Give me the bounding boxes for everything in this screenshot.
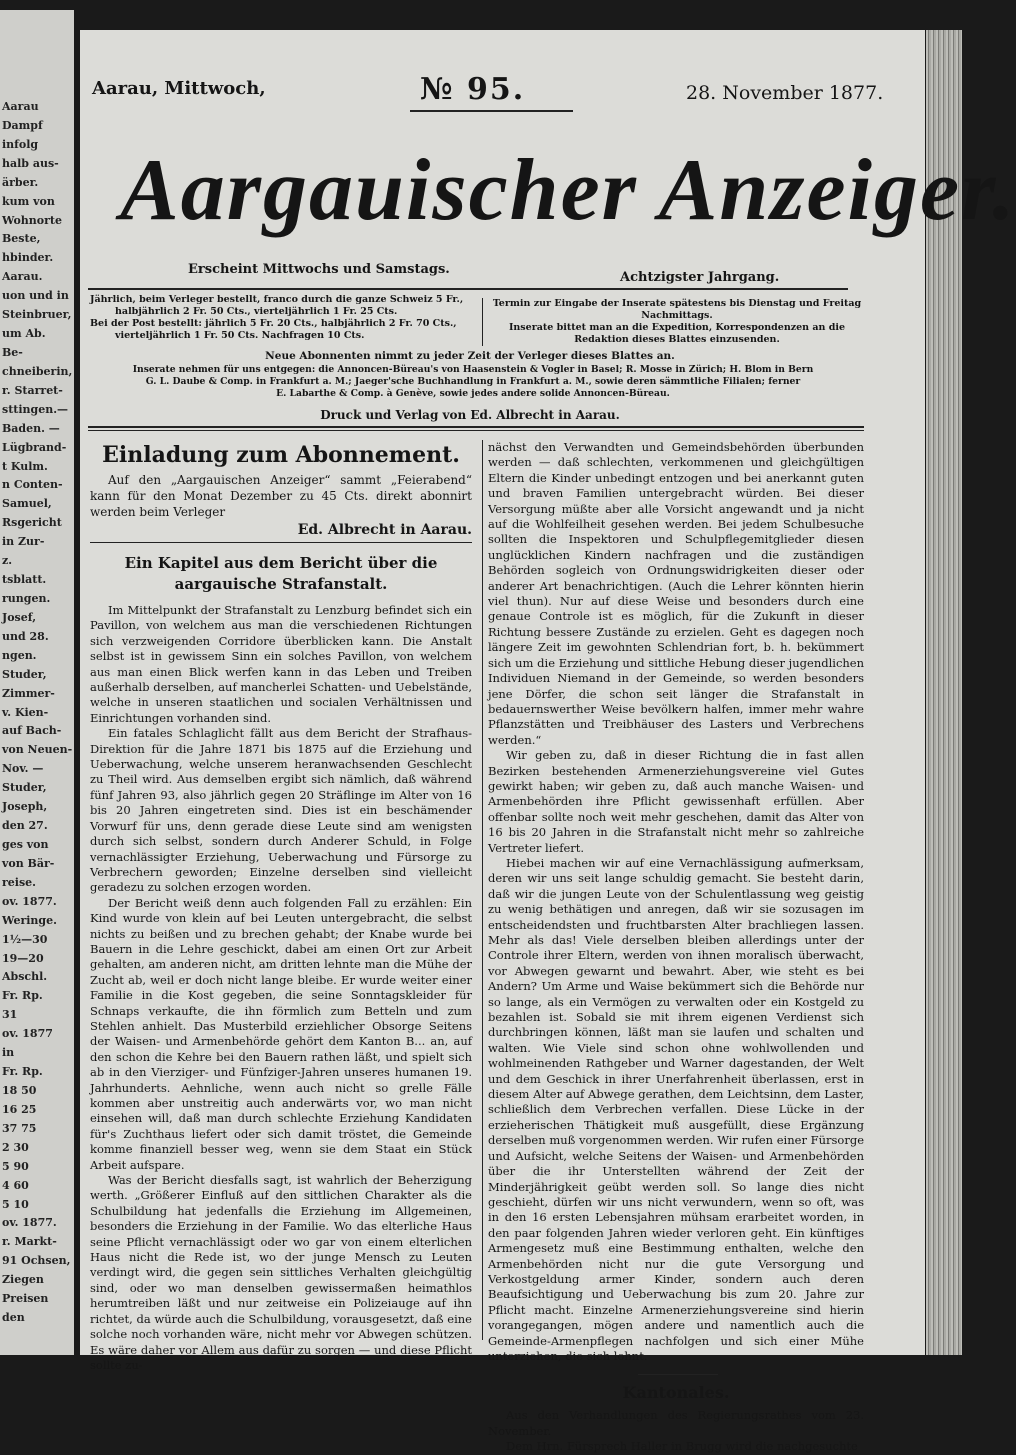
strip-fragment: in [2,1046,15,1059]
strip-fragment: Aarau [2,100,39,113]
strip-fragment: 5 90 [2,1160,29,1173]
strip-fragment: rungen. [2,592,51,605]
strip-fragment: 5 10 [2,1198,29,1211]
right-column [488,440,864,1455]
strip-fragment: 2 30 [2,1141,29,1154]
issue-number: № 95. [420,72,526,107]
strip-fragment: 19—20 [2,952,44,965]
strip-fragment: n Conten- [2,478,63,491]
strip-fragment: Studer, [2,781,47,794]
article-paragraph: Wir geben zu, daß in dieser Richtung die in fast allen Bezirken bestehenden Armenerziehungsvereine viel Gutes gewirkt haben; wir geben zu, daß auch manche Waisen- und Armenbehörden ihre Pflicht gewissenhaft erfüllen. Aber offenbar sollte noch weit mehr geschehen, damit das Alter von 16 bis 20 Jahren in die Strafanstalt nicht mehr so zahlreiche Vertreter liefert. [488,748,864,855]
strip-fragment: in Zur- [2,535,45,548]
terms-right-line: Inserate bittet man an die Expedition, Korrespondenzen an die [508,322,846,333]
section-rule [638,1374,718,1375]
strip-fragment: r. Markt- [2,1235,57,1248]
strip-fragment: reise. [2,876,36,889]
article-paragraph: Der Bericht weiß denn auch folgenden Fall zu erzählen: Ein Kind wurde von klein auf bei Leuten untergebracht, die selbst nichts zu beißen und zu brechen gehabt; der Knabe wurde bei Bauern in die Lehre geschickt, dabei am einen Ort zur Arbeit gehalten, am anderen nicht, am dritten lehnte man die Mühe der Zucht ab, weil er doch nicht lange bleibe. Er wurde weiter einer Familie in die Kost gegeben, die seine Sonntagskleider für Schnaps verkaufte, die ihn förmlich zum Betteln und zum Stehlen anhielt. Das Musterbild erziehlicher Obsorge Seitens der Waisen- und Armenbehörde gehört dem Kanton B... an, auf den schon die Kehre bei den Bauern rathen läßt, und spielt sich ab in den Vierziger- und Fünfziger-Jahren unseres humanen 19. Jahrhunderts. Aehnliche, wenn auch nicht so grelle Fälle kommen aber unstreitig auch anderwärts vor, wo man nicht einsehen will, daß man durch schlechte Erziehung Kandidaten für's Zuchthaus liefert oder sich damit tröstet, die Gemeinde komme finanziell besser weg, wenn sie dem Staat ein Stück Arbeit aufspare. [90,895,472,1172]
strip-fragment: Wohnorte [2,214,63,227]
strip-fragment: Beste, [2,232,41,245]
strip-fragment: Zimmer- [2,687,55,700]
issue-date: 28. November 1877. [686,82,884,104]
terms-divider [482,298,483,346]
strip-fragment: und 28. [2,630,49,643]
strip-fragment: Lügbrand- [2,441,67,454]
issue-underline [410,110,573,112]
ads-line: Inserate nehmen für uns entgegen: die Annoncen-Büreau's von Haasenstein & Vogler in Basel; R. Mosse in Zürich; H. Blom in Bern [132,364,814,375]
strip-fragment: von Neuen- [2,743,73,756]
left-column [90,442,472,1373]
adjacent-page-strip [0,10,74,1355]
kantonales-body [488,1408,864,1454]
rule-mid-2 [88,430,864,431]
article-paragraph: Was der Bericht diesfalls sagt, ist wahrlich der Beherzigung werth. „Größerer Einfluß auf den sittlichen Charakter als die Schulbildung hat jedenfalls die Erziehung im Allgemeinen, besonders die Erziehung in der Familie. Wo das elterliche Haus seine Pflicht vernachlässigt oder wo gar von einem elterlichen Haus nicht die Rede ist, wo der junge Mensch zu Leuten verdingt wird, die gegen sein sittliches Verhalten gleichgültig sind, oder wo man denselben gewissermaßen heimathlos herumtreiben läßt und nur zeitweise ein Polizeiauge auf ihn richtet, da würde auch die Schulbildung, vorausgesetzt, daß eine solche noch vorhanden wäre, nicht mehr vor Abwegen schützen. Es wäre daher vor Allem aus dafür zu sorgen — und diese Pflicht sollte zu- [90,1173,472,1372]
strip-fragment: infolg [2,138,39,151]
strip-fragment: Nov. — [2,762,44,775]
strip-fragment: Be- [2,346,23,359]
article-paragraph: Hiebei machen wir auf eine Vernachlässigung aufmerksam, deren wir uns seit lange schuldig gemacht. Sie besteht darin, daß wir die jungen Leute von der Schulentlassung weg geistig zu wenig bethätigen und anregen, daß wir sie sozusagen im entscheidendsten und fruchtbarsten Alter brachliegen lassen. Mehr als das! Viele derselben bleiben allerdings unter der Controle ihrer Eltern, werden von ihnen moralisch überwacht, vor Abwegen gewarnt und bewahrt. Aber, wie steht es bei Andern? Um Arme und Waise bekümmert sich die Behörde nur so lange, als ein Vermögen zu verwalten oder ein Kostgeld zu bezahlen ist. Sobald sie mit ihrem eigenen Verdienst sich durchbringen können, läßt man sie laufen und schalten und walten. Wie Viele sind schon ohne wohlwollenden und wohlmeinenden Rathgeber und Warner dagestanden, der Welt und dem Geschick in ihrer Unerfahrenheit überlassen, erst in diesem Alter auf Abwege gerathen, dem Leichtsinn, dem Laster, schließlich dem Verbrechen verfallen. Diese Lücke in der erzieherischen Thätigkeit muß ausgefüllt, diese Ergänzung derselben muß vorgenommen werden. Wir rufen einer Fürsorge und Aufsicht, welche Seitens der Waisen- und Armenbehörden über die ihr Unterstellten während der Zeit der Minderjährigkeit geübt werden soll. So lange dies nicht geschieht, dürfen wir uns nicht verwundern, wenn so oft, was in den 16 ersten Lebensjahren mühsam erarbeitet worden, in den paar folgenden Jahren wieder verloren geht. Ein künftiges Armengesetz muß eine Bestimmung enthalten, welche den Armenbehörden nicht nur die gute Versorgung und Verkostgeldung armer Kinder, sondern auch deren Beaufsichtigung und Ueberwachung bis zum 20. Jahre zur Pflicht macht. Einzelne Armenerziehungsvereine sind hierin vorangegangen, mögen andere und namentlich auch die Gemeinde-Armenpflegen nachfolgen und sich einer Mühe unterziehen, die sich lohnt. [488,855,864,1363]
strip-fragment: kum von [2,195,55,208]
terms-left-line: halbjährlich 2 Fr. 50 Cts., vierteljährlich 1 Fr. 25 Cts. [115,306,398,317]
kantonales-title: Kantonales. [622,1383,730,1403]
article-left-body [90,603,472,1373]
strip-fragment: ov. 1877. [2,895,57,908]
strip-fragment: sttingen.— [2,403,69,416]
strip-fragment: ov. 1877. [2,1216,57,1229]
terms-right-line: Nachmittags. [641,310,713,321]
invitation-title: Einladung zum Abonnement. [102,442,460,468]
strip-fragment: Preisen [2,1292,49,1305]
strip-fragment: auf Bach- [2,724,62,737]
terms-right [492,298,862,346]
newspaper-page [80,30,1016,1454]
strip-fragment: Weringe. [2,914,57,927]
invitation-rule [90,542,472,543]
article-title: Ein Kapitel aus dem Bericht über die aargauische Strafanstalt. [124,554,438,593]
strip-fragment: Steinbruer, [2,308,72,321]
rule-top [88,288,848,290]
strip-fragment: chneiberin, [2,365,73,378]
terms-left [90,294,470,342]
invitation-text: Auf den „Aargauischen Anzeiger“ sammt „Feierabend“ kann für den Monat Dezember zu 45 Cts. direkt abonnirt werden beim Verleger [90,473,472,519]
frequency: Erscheint Mittwochs und Samstags. [188,262,450,277]
strip-fragment: 31 [2,1008,18,1021]
subscribers-line: Neue Abonnenten nimmt zu jeder Zeit der Verleger dieses Blattes an. [265,350,675,362]
kantonales-line: Aus den Verhandlungen des Regierungsrathes vom 23. November. [488,1408,864,1438]
strip-fragment: v. Kien- [2,706,49,719]
strip-fragment: ges von [2,838,49,851]
strip-fragment: Samuel, [2,497,52,510]
strip-fragment: Dampf [2,119,43,132]
strip-fragment: Aarau. [2,270,43,283]
terms-left-line: Bei der Post bestellt: jährlich 5 Fr. 20 Cts., halbjährlich 2 Fr. 70 Cts., [90,318,457,329]
strip-fragment: ärber. [2,176,39,189]
terms-left-line: Jährlich, beim Verleger bestellt, franco durch die ganze Schweiz 5 Fr., [90,294,464,305]
terms-right-line: Redaktion dieses Blattes einzusenden. [574,334,780,345]
strip-fragment: 1½—30 [2,933,48,946]
column-divider [482,440,483,1340]
ads-line: E. Labarthe & Comp. à Genève, sowie jedes andere solide Annoncen-Büreau. [276,388,670,399]
strip-fragment: Fr. Rp. [2,989,43,1002]
strip-fragment: z. [2,554,13,567]
strip-fragment: Rsgericht [2,516,62,529]
terms-right-line: Termin zur Eingabe der Inserate spätestens bis Dienstag und Freitag [492,298,862,309]
strip-fragment: hbinder. [2,251,54,264]
strip-fragment: 91 Ochsen, [2,1254,71,1267]
strip-fragment: Josef, [2,611,37,624]
strip-fragment: ov. 1877 [2,1027,53,1040]
invitation-body [90,472,472,520]
article-paragraph: Im Mittelpunkt der Strafanstalt zu Lenzburg befindet sich ein Pavillon, von welchem aus man die verschiedenen Richtungen sich verzweigenden Corridore überblicken kann. Die Anstalt selbst ist in gewissem Sinn ein solches Pavillon, von welchem aus man einen Blick werfen kann in das Leben und Treiben außerhalb derselben, auf mancherlei Schatten- und Uebelstände, welche in unseren staatlichen und socialen Verhältnissen und Einrichtungen vorhanden sind. [90,603,472,725]
strip-fragment: den 27. [2,819,48,832]
strip-fragment: Ziegen [2,1273,44,1286]
strip-fragment: Studer, [2,668,47,681]
strip-fragment: tsblatt. [2,573,47,586]
strip-fragment: halb aus- [2,157,59,170]
strip-fragment: Abschl. [2,970,48,983]
strip-fragment: uon und in [2,289,69,302]
strip-fragment: den [2,1311,25,1324]
strip-fragment: t Kulm. [2,460,48,473]
imprint: Druck und Verlag von Ed. Albrecht in Aarau. [320,408,620,422]
strip-fragment: 37 75 [2,1122,37,1135]
terms-left-line: vierteljährlich 1 Fr. 50 Cts. Nachfragen 10 Cts. [115,330,365,341]
volume: Achtzigster Jahrgang. [620,270,780,285]
invitation-signature: Ed. Albrecht in Aarau. [297,522,472,538]
article-paragraph: Ein fatales Schlaglicht fällt aus dem Bericht der Strafhaus-Direktion für die Jahre 1871 bis 1875 auf die Erziehung und Ueberwachung, welche unserem heranwachsenden Geschlecht zu Theil wird. Aus demselben ergibt sich nämlich, daß während fünf Jahren 93, also jährlich gegen 20 Sträflinge im Alter von 16 bis 20 Jahren eingetreten sind. Dies ist ein beschämender Vorwurf für uns, denn gerade diese Leute sind am wenigsten durch sich selbst, sondern durch Anderer Schuld, in Folge vernachlässigter Erziehung, Ueberwachung und Fürsorge zu Verbrechern geworden; Einzelne derselben sind vielleicht geradezu zu solchen erzogen worden. [90,726,472,895]
ads-block [88,364,858,400]
kantonales-line: Dem Hrn. Fürsprech Haller in Brugg wird die nachgesuchte [506,1439,858,1454]
strip-fragment: 18 50 [2,1084,37,1097]
strip-fragment: r. Starret- [2,384,63,397]
strip-fragment: 4 60 [2,1179,29,1192]
article-right-body [488,440,864,1364]
strip-fragment: Fr. Rp. [2,1065,43,1078]
strip-fragment: ngen. [2,649,37,662]
strip-fragment: Joseph, [2,800,48,813]
ads-line: G. L. Daube & Comp. in Frankfurt a. M.; Jaeger'sche Buchhandlung in Frankfurt a. M., sowie deren sämmtliche Filialen; ferner [145,376,801,387]
strip-fragment: Baden. — [2,422,60,435]
article-paragraph: nächst den Verwandten und Gemeindsbehörden überbunden werden — daß schlechten, verkommenen und gleichgültigen Eltern die Kinder unbedingt entzogen und bei anerkannt guten und braven Familien untergebracht würden. Bei dieser Versorgung müßte aber alle Vorsicht angewandt und ja nicht auf die Wohlfeilheit gesehen werden. Bei jedem Schulbesuche sollten die Inspektoren und Schulpflegemitglieder diesen unglücklichen Kindern nachfragen und die zuständigen Behörden sogleich von Ordnungswidrigkeiten dieser oder anderer Art benachrichtigen. (Auch die Lehrer könnten hierin viel thun). Nur auf diese Weise und besonders durch eine genaue Controle ist es möglich, für die Zukunft in dieser Richtung bessere Zustände zu erzielen. Geht es dagegen noch längere Zeit im gewohnten Schlendrian fort, b. h. bekümmert sich um die Erziehung und sittliche Hebung dieser jugendlichen Individuen Niemand in der Gemeinde, so werden besonders jene Dörfer, die schon seit länger die Strafanstalt in bedauernswerther Weise bevölkern halfen, immer mehr wahre Pflanzstätten und Treibhäuser des Lasters und Verbrechens werden.“ [488,440,864,747]
strip-fragment: um Ab. [2,327,46,340]
strip-fragment: 16 25 [2,1103,37,1116]
masthead: Aargauischer Anzeiger. [120,142,1016,239]
strip-fragment: von Bär- [2,857,55,870]
rule-mid-1 [88,426,864,428]
place-day: Aarau, Mittwoch, [92,78,266,99]
